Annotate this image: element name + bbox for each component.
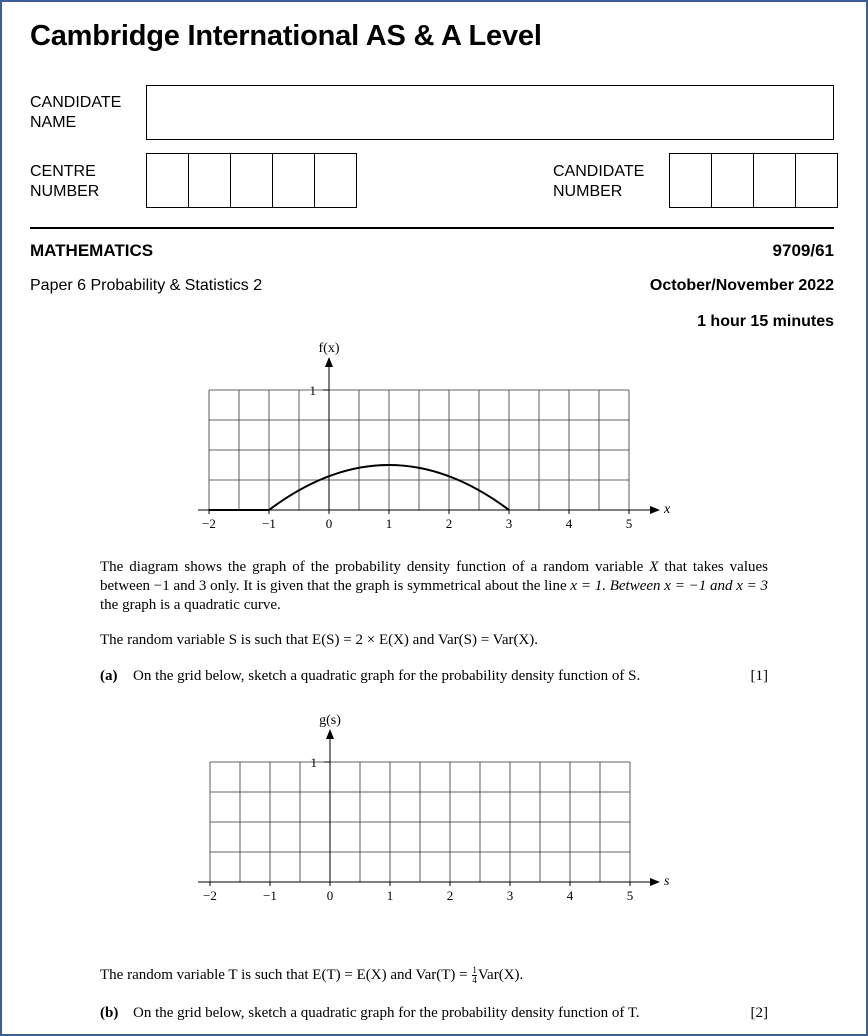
pdf-graph-fx <box>190 335 680 535</box>
fraction-numerator: 1 <box>472 965 477 976</box>
s-axis-label: s <box>664 874 670 889</box>
candidate-number-label-line2: NUMBER <box>553 183 623 200</box>
fx-x-tick-label: 4 <box>565 516 573 531</box>
part-b-text: On the grid below, sketch a quadratic graph for the probability density function of T. <box>133 1005 640 1021</box>
centre-number-boxes[interactable] <box>146 153 357 208</box>
g-axis-arrow <box>326 729 334 739</box>
candidate-number-cell[interactable] <box>754 154 796 207</box>
candidate-number-cell[interactable] <box>670 154 712 207</box>
exam-duration: 1 hour 15 minutes <box>697 313 834 330</box>
x-tick-labels <box>202 510 632 531</box>
fraction-denominator: 4 <box>472 975 477 986</box>
fx-x-tick-label: −2 <box>202 516 216 531</box>
centre-number-cell[interactable] <box>189 154 231 207</box>
subject-title: MATHEMATICS <box>30 241 154 260</box>
exam-session: October/November 2022 <box>649 277 834 294</box>
y-axis-arrow <box>325 357 333 367</box>
y-tick-label: 1 <box>309 383 316 398</box>
centre-number-cell[interactable] <box>231 154 273 207</box>
centre-number-cell[interactable] <box>273 154 315 207</box>
gs-x-tick-label: 4 <box>566 888 574 903</box>
paper-code: 9709/61 <box>772 241 834 260</box>
t-text-1: The random variable T is such that E(T) = E(X) and Var(T) = <box>100 967 472 983</box>
fx-x-tick-label: 1 <box>385 516 393 531</box>
s-axis-arrow <box>650 878 660 886</box>
gs-x-tick-label: 3 <box>506 888 514 903</box>
fx-x-tick-label: 3 <box>505 516 513 531</box>
intro-text-4: x = −1 and x = 3 <box>664 578 769 594</box>
candidate-name-label <box>30 93 121 133</box>
fx-x-tick-label: 0 <box>325 516 333 531</box>
candidate-name-label-line1: CANDIDATE <box>30 94 122 111</box>
part-b-marks: [2] <box>750 1005 768 1021</box>
fx-x-tick-label: 2 <box>445 516 453 531</box>
quarter-fraction <box>472 966 477 985</box>
t-text-2: Var(X). <box>477 967 524 983</box>
candidate-name-label-line2: NAME <box>30 114 77 131</box>
candidate-number-label <box>553 162 644 202</box>
x-axis-label: x <box>664 502 671 517</box>
part-a-label: (a) <box>100 668 118 684</box>
candidate-name-box[interactable] <box>146 85 834 140</box>
candidate-number-boxes[interactable] <box>669 153 838 208</box>
grid-fx <box>209 390 629 510</box>
g-axis-label: g(s) <box>319 713 341 728</box>
gs-x-tick-label: 0 <box>326 888 334 903</box>
gs-x-tick-label: −1 <box>263 888 277 903</box>
intro-var-x: X <box>649 559 659 575</box>
header-divider <box>30 227 834 229</box>
part-a <box>100 667 768 686</box>
paper-name: Paper 6 Probability & Statistics 2 <box>30 277 263 294</box>
s-tick-labels <box>203 882 633 903</box>
gs-x-tick-label: 1 <box>386 888 394 903</box>
centre-number-cell[interactable] <box>315 154 356 207</box>
fx-x-tick-label: 5 <box>625 516 633 531</box>
exam-board-title: Cambridge International AS & A Level <box>30 20 542 52</box>
random-variable-s-text: The random variable S is such that E(S) = 2 × E(X) and Var(S) = Var(X). <box>100 632 539 648</box>
centre-number-label <box>30 162 99 202</box>
centre-number-cell[interactable] <box>147 154 189 207</box>
intro-text-5: the graph is a quadratic curve. <box>100 597 281 613</box>
part-b <box>100 1004 768 1023</box>
part-b-label: (b) <box>100 1005 119 1021</box>
intro-text-2: that takes values between −1 and 3 only. It is given that the graph is symmetrical about the line <box>100 559 768 594</box>
grid-gs <box>210 762 630 882</box>
part-a-text: On the grid below, sketch a quadratic graph for the probability density function of S. <box>133 668 641 684</box>
candidate-number-cell[interactable] <box>712 154 754 207</box>
candidate-number-cell[interactable] <box>796 154 837 207</box>
pdf-graph-gs[interactable] <box>190 707 680 907</box>
centre-number-label-line2: NUMBER <box>30 183 100 200</box>
centre-number-label-line1: CENTRE <box>30 163 96 180</box>
random-variable-t-text <box>100 966 523 985</box>
candidate-number-label-line1: CANDIDATE <box>553 163 645 180</box>
gs-x-tick-label: −2 <box>203 888 217 903</box>
gs-x-tick-label: 5 <box>626 888 634 903</box>
y-axis-label: f(x) <box>318 341 340 356</box>
part-a-marks: [1] <box>750 668 768 684</box>
fx-x-tick-label: −1 <box>262 516 276 531</box>
x-axis-arrow <box>650 506 660 514</box>
g-tick-label: 1 <box>310 755 317 770</box>
intro-text-3: x = 1. Between <box>570 578 665 594</box>
question-intro <box>100 558 768 615</box>
gs-x-tick-label: 2 <box>446 888 454 903</box>
intro-text-1: The diagram shows the graph of the probability density function of a random variable <box>100 559 650 575</box>
